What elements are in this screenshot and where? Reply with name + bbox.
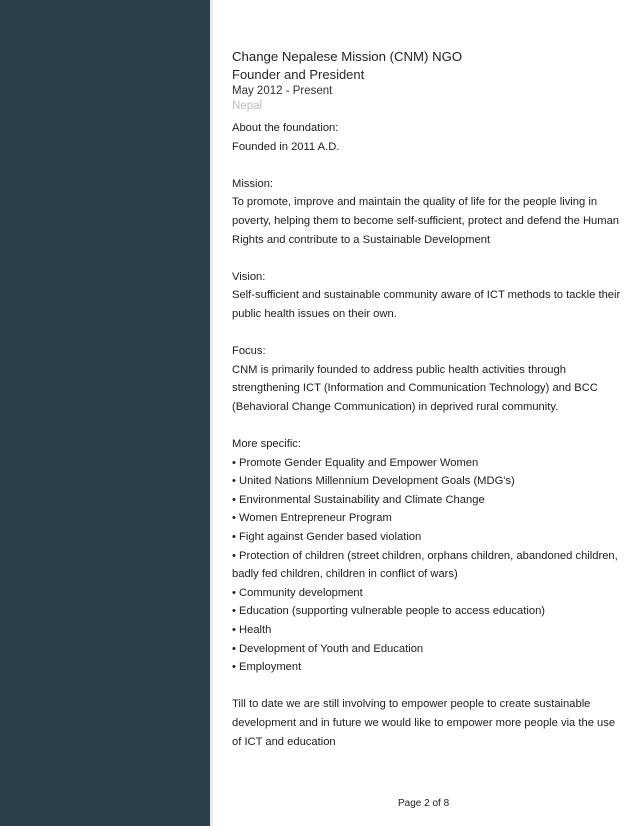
page-number: Page 2 of 8 (398, 798, 450, 809)
job-dates: May 2012 - Present (232, 85, 333, 97)
paragraph-gap (232, 156, 622, 175)
founded-line: Founded in 2011 A.D. (232, 140, 340, 153)
specific-item: • Community development (232, 586, 363, 599)
specific-item: • Promote Gender Equality and Empower Women (232, 456, 479, 469)
vision-heading: Vision: (232, 270, 266, 283)
closing-line: of ICT and education (232, 735, 336, 748)
closing-line: Till to date we are still involving to empower people to create sustainable (232, 698, 591, 711)
organization-name: Change Nepalese Mission (CNM) NGO (232, 49, 463, 64)
sidebar-panel (0, 0, 210, 826)
specific-item: • Women Entrepreneur Program (232, 512, 392, 525)
specific-item: • Education (supporting vulnerable people to access education) (232, 605, 546, 618)
focus-line: (Behavioral Change Communication) in deprived rural community. (232, 400, 559, 413)
mission-line: poverty, helping them to become self-sufficient, protect and defend the Human (232, 214, 620, 227)
specific-item: • Employment (232, 661, 302, 674)
specific-heading: More specific: (232, 438, 302, 451)
closing-line: development and in future we would like to empower more people via the use (232, 717, 616, 729)
mission-line: Rights and contribute to a Sustainable Development (232, 233, 491, 246)
specific-item: badly fed children, children in conflict of wars) (232, 568, 458, 581)
specific-item: • Development of Youth and Education (232, 642, 424, 655)
vision-line: public health issues on their own. (232, 307, 397, 320)
foundation-heading: About the foundation: (232, 122, 339, 134)
job-location: Nepal (232, 100, 263, 112)
specific-item: • Protection of children (street children, orphans children, abandoned children, (232, 549, 618, 562)
mission-line: To promote, improve and maintain the quality of life for the people living in (232, 196, 598, 209)
job-role: Founder and President (232, 67, 365, 82)
paragraph-gap (232, 324, 622, 343)
focus-heading: Focus: (232, 345, 266, 358)
specific-item: • Fight against Gender based violation (232, 531, 422, 544)
paragraph-gap (232, 249, 622, 268)
resume-content (232, 48, 622, 751)
mission-heading: Mission: (232, 177, 274, 190)
focus-line: CNM is primarily founded to address public health activities through (232, 363, 566, 376)
focus-line: strengthening ICT (Information and Communication Technology) and BCC (232, 382, 598, 395)
description (232, 119, 622, 751)
specific-item: • Health (232, 624, 272, 637)
sidebar-divider (210, 0, 213, 826)
vision-line: Self-sufficient and sustainable community aware of ICT methods to tackle their (232, 289, 621, 302)
specific-item: • Environmental Sustainability and Climate Change (232, 493, 485, 506)
paragraph-gap (232, 417, 622, 436)
paragraph-gap (232, 677, 622, 696)
specific-item: • United Nations Millennium Development Goals (MDG's) (232, 475, 515, 488)
